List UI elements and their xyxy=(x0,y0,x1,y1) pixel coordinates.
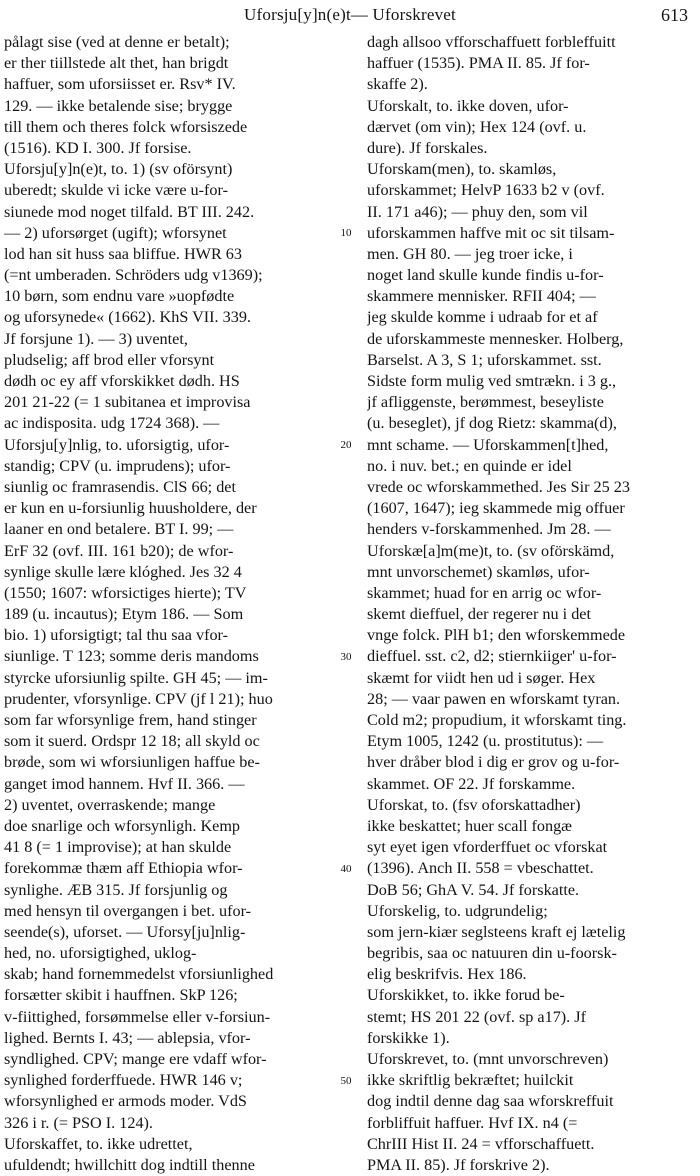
text-line: Cold m2; propudium, it wforskamt ting. xyxy=(367,711,627,729)
text-line: siunlig oc framrasendis. ClS 66; det xyxy=(4,477,236,496)
text-line: skammere mennisker. RFII 404; — xyxy=(367,287,596,306)
text-line: pludselig; aff brod eller vforsynt xyxy=(4,350,215,369)
text-line: Sidste form mulig ved smtrækn. i 3 g., xyxy=(367,372,617,390)
text-line: vrede oc wforskammethed. Jes Sir 25 23 xyxy=(367,477,630,496)
text-line: doe snarlige och wforsynligh. Kemp xyxy=(4,816,241,835)
text-line: dagh allsoo vfforschaffuett forbleffuitt xyxy=(367,33,616,51)
text-line: Etym 1005, 1242 (u. prostitutus): — xyxy=(367,732,604,751)
text-line: skaffe 2). xyxy=(367,75,428,94)
text-line: med hensyn til overgangen i bet. ufor- xyxy=(4,901,252,920)
text-line: og uforsynede« (1662). KhS VII. 339. xyxy=(4,308,251,327)
text-line: bio. 1) uforsigtigt; tal thu saa vfor- xyxy=(4,626,229,645)
text-line: Uforskrevet, to. (mnt unvorschreven) xyxy=(367,1050,609,1068)
text-line: er ther tiillstede alt thet, han brigdt xyxy=(4,54,229,73)
running-title: Uforsju[y]n(e)t— Uforskrevet xyxy=(244,5,456,24)
text-line: haffuer, som uforsiisset er. Rsv* IV. xyxy=(4,75,236,94)
text-line: dieffuel. sst. c2, d2; stiernkiiger' u-for- xyxy=(367,647,617,666)
text-line: ikke beskattet; huer scall fongæ xyxy=(367,816,572,835)
text-line: forskikke 1). xyxy=(367,1028,450,1047)
text-line: styrcke uforsiunlig spilte. GH 45; — im- xyxy=(4,668,268,687)
text-line: II. 171 a46); — phuy den, som vil xyxy=(367,202,588,221)
text-line: lod han sit huss saa bliffue. HWR 63 xyxy=(4,244,242,263)
text-line: begribis, saa oc natuuren din u-foorsk- xyxy=(367,944,617,963)
text-line: lighed. Bernts I. 43; — ablepsia, vfor- xyxy=(4,1028,251,1047)
text-line: ac indisposita. udg 1724 368). — xyxy=(4,414,220,433)
text-line: ganget imod hannem. Hvf II. 366. — xyxy=(4,774,245,793)
text-line: brøde, som wi wforsiunligen haffue be- xyxy=(4,753,260,772)
text-line: skemt dieffuel, der regerer nu i det xyxy=(367,605,591,624)
page-number: 613 xyxy=(661,5,688,25)
text-line: Jf forsjune 1). — 3) uventet, xyxy=(4,329,188,348)
text-line: som jern-kiær seglsteens kraft ej lætelig xyxy=(367,922,626,941)
text-line: (=nt umberaden. Schröders udg v1369); xyxy=(4,266,263,285)
text-line: 129. — ikke betalende sise; brygge xyxy=(4,96,233,115)
text-line: seende(s), uforset. — Uforsy[ju]nlig- xyxy=(4,922,246,941)
text-line: ChrIII Hist II. 24 = vfforschaffuett. xyxy=(367,1134,595,1153)
text-line: forbliffuit haffuer. Hvf IX. n4 (= xyxy=(367,1113,578,1132)
text-line: syndlighed. CPV; mange ere vdaff wfor- xyxy=(4,1050,267,1068)
text-line: 10 børn, som endnu vare »uopfødte xyxy=(4,287,235,306)
text-line: no. i nuv. bet.; en quinde er idel xyxy=(367,456,572,475)
text-line: hed, no. uforsigtighed, uklog- xyxy=(4,944,197,963)
text-line: PMA II. 85). Jf forskrive 2). xyxy=(367,1155,550,1174)
text-line: pålagt sise (ved at denne er betalt); xyxy=(4,33,230,51)
text-line: de uforskammeste mennesker. Holberg, xyxy=(367,329,624,348)
line-number: 50 xyxy=(340,1074,352,1087)
text-line: ikke skriftlig bekræftet; huilckit xyxy=(367,1071,574,1090)
text-line: dærvet (om vin); Hex 124 (ovf. u. xyxy=(367,117,587,136)
running-header xyxy=(0,2,700,32)
line-number: 20 xyxy=(340,438,352,451)
text-line: forsætter skibit i hauffnen. SkP 126; xyxy=(4,986,238,1005)
text-line: skammet. OF 22. Jf forskamme. xyxy=(367,774,576,793)
text-line: 2) uventet, overraskende; mange xyxy=(4,795,216,814)
text-line: dog indtil denne dag saa wforskreffuit xyxy=(367,1092,614,1111)
text-line: jf afliggenste, berømmest, beseyliste xyxy=(367,393,604,412)
right-column xyxy=(367,32,694,1176)
text-line: DoB 56; GhA V. 54. Jf forskatte. xyxy=(367,880,580,899)
text-line: jeg skulde komme i udraab for et af xyxy=(367,308,598,327)
text-line: synlighed forderffuede. HWR 146 v; xyxy=(4,1071,243,1090)
line-number: 40 xyxy=(340,862,352,875)
text-line: (1516). KD I. 300. Jf forsise. xyxy=(4,138,192,157)
text-line: mnt unvorschemet) skamløs, ufor- xyxy=(367,562,590,581)
text-line: till them och theres folck wforsiszede xyxy=(4,117,248,136)
text-line: vnge folck. PlH b1; den wforskemmede xyxy=(367,626,626,645)
text-line: (u. beseglet), jf dog Rietz: skamma(d), xyxy=(367,414,617,433)
text-line: dødh oc ey aff vforskikket dødh. HS xyxy=(4,372,240,390)
text-line: forekommæ thæm aff Ethiopia wfor- xyxy=(4,859,243,878)
text-line: v-fiittighed, forsømmelse eller v-forsiun- xyxy=(4,1007,271,1026)
text-line: ufuldendt; hwillchitt dog indtill thenne xyxy=(4,1155,255,1174)
text-line: Uforskelig, to. udgrundelig; xyxy=(367,901,548,920)
text-line: synlige skulle lære klóghed. Jes 32 4 xyxy=(4,562,242,581)
text-line: Uforskat, to. (fsv oforskattadher) xyxy=(367,795,581,814)
text-line: dure). Jf forskales. xyxy=(367,138,488,157)
text-line: mnt schame. — Uforskammen[t]hed, xyxy=(367,435,609,454)
text-line: stemt; HS 201 22 (ovf. sp a17). Jf xyxy=(367,1007,586,1026)
text-line: Uforskalt, to. ikke doven, ufor- xyxy=(367,96,569,115)
text-line: elig beskrifvis. Hex 186. xyxy=(367,965,527,984)
line-number: 10 xyxy=(340,226,352,239)
text-line: synlighe. ÆB 315. Jf forsjunlig og xyxy=(4,880,228,899)
text-line: standig; CPV (u. imprudens); ufor- xyxy=(4,456,231,475)
text-line: Uforskaffet, to. ikke udrettet, xyxy=(4,1134,193,1153)
text-line: laaner en ond betalere. BT I. 99; — xyxy=(4,520,234,539)
text-line: syt eyet igen vforderffuet oc vforskat xyxy=(367,838,608,857)
text-line: Barselst. A 3, S 1; uforskammet. sst. xyxy=(367,350,602,369)
left-column xyxy=(4,32,330,1176)
text-line: wforsynlighed er armods moder. VdS xyxy=(4,1092,247,1111)
text-line: Uforskam(men), to. skamløs, xyxy=(367,160,557,179)
text-line: hver dråber blod i dig er grov og u-for- xyxy=(367,753,620,772)
text-line: siunede mod noget tilfald. BT III. 242. xyxy=(4,202,255,221)
text-line: henders v-forskammenhed. Jm 28. — xyxy=(367,520,611,539)
text-line: — 2) uforsørget (ugift); wforsynet xyxy=(4,223,227,242)
text-line: prudenter, vforsynlige. CPV (jf l 21); huo xyxy=(4,689,273,708)
text-line: haffuer (1535). PMA II. 85. Jf for- xyxy=(367,54,590,73)
text-line: uberedt; skulde vi icke være u-for- xyxy=(4,181,228,200)
text-line: som far wforsynlige frem, hand stinger xyxy=(4,711,257,729)
text-line: (1607, 1647); ieg skammede mig offuer xyxy=(367,499,625,518)
text-line: (1396). Anch II. 558 = vbeschattet. xyxy=(367,859,594,878)
text-line: siunlige. T 123; somme deris mandoms xyxy=(4,647,259,666)
text-line: ErF 32 (ovf. III. 161 b20); de wfor- xyxy=(4,541,234,560)
text-line: (1550; 1607: wforsictiges hierte); TV xyxy=(4,583,247,602)
text-line: skammet; huad for en arrig oc wfor- xyxy=(367,583,602,602)
text-line: 41 8 (= 1 improvise); at han skulde xyxy=(4,838,232,857)
text-line: er kun en u-forsiunlig huusholdere, der xyxy=(4,499,257,518)
text-line: noget land skulle kunde findis u-for- xyxy=(367,266,604,285)
text-line: skab; hand fornemmedelst vforsiunlighed xyxy=(4,965,274,984)
line-number: 30 xyxy=(340,650,352,663)
text-line: 28; — vaar pawen en wforskamt tyran. xyxy=(367,689,621,708)
text-line: men. GH 80. — jeg troer icke, i xyxy=(367,244,573,263)
text-line: Uforskikket, to. ikke forud be- xyxy=(367,986,565,1005)
text-line: 189 (u. incautus); Etym 186. — Som xyxy=(4,605,244,624)
text-line: Uforsju[y]n(e)t, to. 1) (sv oförsynt) xyxy=(4,160,233,179)
text-line: uforskammen haffve mit oc sit tilsam- xyxy=(367,223,615,242)
text-line: Uforskæ[a]m(me)t, to. (sv oförskämd, xyxy=(367,541,615,560)
text-line: uforskammet; HelvP 1633 b2 v (ovf. xyxy=(367,181,605,200)
text-line: 201 21-22 (= 1 subitanea et improvisa xyxy=(4,393,251,412)
text-line: 326 i r. (= PSO I. 124). xyxy=(4,1113,153,1132)
text-line: Uforsju[y]nlig, to. uforsigtig, ufor- xyxy=(4,435,230,454)
text-line: som it suerd. Ordspr 12 18; all skyld oc xyxy=(4,732,260,751)
text-line: skæmt for viidt hen ud i søger. Hex xyxy=(367,668,596,687)
